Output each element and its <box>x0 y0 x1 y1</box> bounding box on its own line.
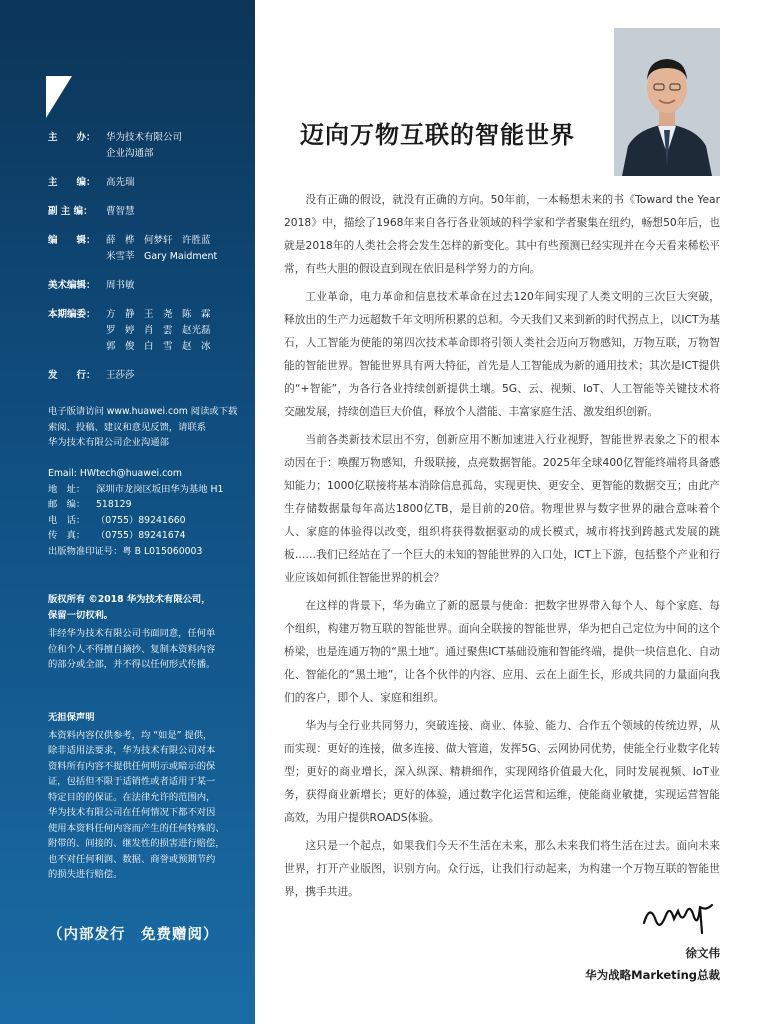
article-paragraph: 这只是一个起点，如果我们今天不生活在未来，那么未来我们将生活在过去。面向未来世界，打开产业版图，识别方向。众行远，让我们行动起来，为构建一个万物互联的智能世界，携手共进。 <box>284 839 720 898</box>
article-paragraph: 华为与全行业共同努力，突破连接、商业、体验、能力、合作五个领域的传统边界，从而实现：更好的连接，做多连接、做大管道，发挥5G、云网协同优势，使能全行业数字化转型；更好的商业增长，深入纵深、精耕细作，实现网络价值最大化，同时发展视频、IoT业务，获得商业新增长；更好的体验，通过数字化运营和运维，使能商业敏捷，实现运营智能高效，为用户提供ROADS体验。 <box>284 719 720 824</box>
contact-label: 地 址： <box>48 483 86 495</box>
permit-line: 出版物准印证号：粤 B L015060003 <box>48 545 203 557</box>
credit-row <box>48 233 248 265</box>
credit-row <box>48 368 248 384</box>
credit-label: 副 主 编： <box>48 206 93 217</box>
author-credit <box>585 942 720 986</box>
credit-label: 主 编： <box>48 177 96 188</box>
copyright-line: 非经华为技术有限公司书面同意，任何单 <box>48 628 216 639</box>
copyright-block <box>48 592 253 673</box>
credit-label: 本期编委： <box>48 309 96 320</box>
credit-row <box>48 278 248 294</box>
online-note-line: 电子版请访问 www.huawei.com 阅读或下载 <box>48 406 238 417</box>
disclaimer-line: 华为技术有限公司在任何情况下都不对因 <box>48 807 216 818</box>
credit-values <box>106 368 248 384</box>
credit-value: 郭 俊 白 雪 赵 冰 <box>106 341 211 352</box>
contact-row <box>48 513 253 529</box>
disclaimer-line: 本资料内容仅供参考，均 “如是” 提供， <box>48 729 213 741</box>
credit-values <box>106 130 248 162</box>
disclaimer-line: 资料所有内容不提供任何明示或暗示的保 <box>48 760 216 772</box>
author-name: 徐文伟 <box>685 946 720 960</box>
disclaimer-line: 也不对任何利润、数据、商誉或预期节约 <box>48 853 216 865</box>
credit-row <box>48 175 248 191</box>
article-paragraph: 在这样的背景下，华为确立了新的愿景与使命：把数字世界带入每个人、每个家庭、每个组织，构建万物互联的智能世界。面向全联接的智能世界，华为把自己定位为中间的这个桥梁，也是连通万物的“黑土地”。通过聚焦ICT基础设施和智能终端，提供一块信息化、自动化、智能化的“黑土地”，让各个伙伴的内容、应用、云在上面生长，形成共同的力量面向我们的客户，即个人、家庭和组织。 <box>284 599 720 704</box>
contact-row <box>48 528 253 544</box>
credit-values <box>106 233 248 265</box>
credit-value: 高先瑞 <box>106 177 135 188</box>
credit-values <box>106 307 248 355</box>
disclaimer-line: 证，包括但不限于适销性或者适用于某一 <box>48 776 216 787</box>
credit-values <box>106 278 248 294</box>
contact-value: （0755）89241660 <box>96 514 186 526</box>
credit-value: 周书敏 <box>106 280 135 291</box>
disclaimer-line: 使用本资料任何内容而产生的任何特殊的、 <box>48 822 225 834</box>
free-distribution-note: （内部发行 免费赠阅） <box>48 927 219 943</box>
contact-row <box>48 482 253 498</box>
copyright-title: 版权所有 ©2018 华为技术有限公司， <box>48 594 211 605</box>
email-line: Email: HWtech@huawei.com <box>48 468 182 479</box>
online-note-line: 华为技术有限公司企业沟通部 <box>48 437 169 448</box>
copyright-line: 的部分或全部，并不得以任何形式传播。 <box>48 659 216 670</box>
online-note <box>48 404 253 451</box>
disclaimer-line: 的损失进行赔偿。 <box>48 869 123 880</box>
disclaimer-title: 无担保声明 <box>48 712 95 723</box>
contact-info <box>48 466 253 559</box>
article-paragraph: 当前各类新技术层出不穷，创新应用不断加速进入行业视野，智能世界表象之下的根本动因在于：唤醒万物感知，升级联接，点亮数据智能。2025年全球400亿智能终端将具备感知能力；1000亿联接将基本消除信息孤岛，实现更快、更安全、更智能的数据交互；由此产生存储数据量每年高达1800亿TB，是目前的20倍。物理世界与数字世界的融合意味着个人、家庭的体验得以改变，组织将获得数据驱动的成长模式，城市将找到跨越式发展的跳板……我们已经站在了一个巨大的未知的智能世界的入口处，ICT上下游，包括整个产业和行业应该如何抓住智能世界的机会？ <box>284 433 720 584</box>
portrait-illustration <box>614 28 720 176</box>
online-note-line: 索阅、投稿、建议和意见反馈，请联系 <box>48 421 207 433</box>
credit-label: 编 辑： <box>48 235 96 246</box>
author-title: 华为战略Marketing总裁 <box>585 968 720 982</box>
credit-label: 主 办： <box>48 132 96 143</box>
credit-label: 美术编辑： <box>48 280 96 291</box>
credit-value: 王莎莎 <box>106 370 135 381</box>
credit-values <box>106 204 248 220</box>
contact-label: 电 话： <box>48 514 86 526</box>
publication-logo-icon <box>46 76 72 118</box>
credit-value: 企业沟通部 <box>106 148 154 159</box>
contact-row <box>48 497 253 513</box>
disclaimer-line: 除非适用法要求，华为技术有限公司对本 <box>48 745 216 756</box>
credit-value: 曹智慧 <box>106 206 135 217</box>
author-signature-icon <box>640 893 718 939</box>
author-portrait <box>614 28 720 176</box>
contact-value: （0755）89241674 <box>96 530 186 541</box>
credit-row <box>48 130 248 162</box>
article-paragraph: 没有正确的假设，就没有正确的方向。50年前，一本畅想未来的书《Toward the Year 2018》中，描绘了1968年来自各行各业领域的科学家和学者聚集在纽约，畅想50年后，也就是2018年的人类社会将会发生怎样的新变化。其中有些预测已经实现并在今天看来稀松平常，有些大胆的假设直到现在依旧是科学努力的方向。 <box>284 193 720 275</box>
credit-value: 方 静 王 尧 陈 霖 <box>106 309 211 320</box>
credits-list <box>48 130 248 397</box>
contact-value: 518129 <box>96 499 132 510</box>
credit-values <box>106 175 248 191</box>
copyright-line: 位和个人不得擅自摘抄、复制本资料内容 <box>48 643 216 655</box>
credit-value: 罗 婷 肖 雲 赵光磊 <box>106 325 211 336</box>
article-title: 迈向万物互联的智能世界 <box>300 121 575 149</box>
article-body <box>284 188 720 908</box>
article-paragraph: 工业革命，电力革命和信息技术革命在过去120年间实现了人类文明的三次巨大突破，释放出的生产力远超数千年文明所积累的总和。今天我们又来到新的时代拐点上，以ICT为基石，人工智能为使能的第四次技术革命即将引领人类社会迈向万物感知，万物互联，万物智能的智能世界。智能世界具有两大特征，首先是人工智能成为新的通用技术；其次是ICT提供的“+智能”，为各行各业持续创新提供土壤。5G、云、视频、IoT、人工智能等关键技术将交融发展，持续创造巨大价值，释放个人潜能、丰富家庭生活、激发组织创新。 <box>284 290 720 418</box>
contact-label: 邮 编： <box>48 499 86 510</box>
copyright-subtitle: 保留一切权利。 <box>48 609 114 621</box>
credit-value: 米雪莘 Gary Maidment <box>106 251 218 262</box>
disclaimer-line: 附带的、间接的、继发性的损害进行赔偿， <box>48 838 225 849</box>
disclaimer-block <box>48 710 253 883</box>
credit-value: 薛 桦 何梦轩 许胜蓝 <box>106 235 211 246</box>
disclaimer-line: 特定目的的保证。在法律允许的范围内， <box>48 791 216 803</box>
credit-value: 华为技术有限公司 <box>106 132 183 143</box>
credit-row <box>48 307 248 355</box>
contact-label: 传 真： <box>48 530 86 541</box>
credit-label: 发 行： <box>48 370 96 381</box>
sidebar-masthead <box>0 0 255 1024</box>
contact-value: 深圳市龙岗区坂田华为基地 H1 <box>96 483 224 495</box>
credit-row <box>48 204 248 220</box>
